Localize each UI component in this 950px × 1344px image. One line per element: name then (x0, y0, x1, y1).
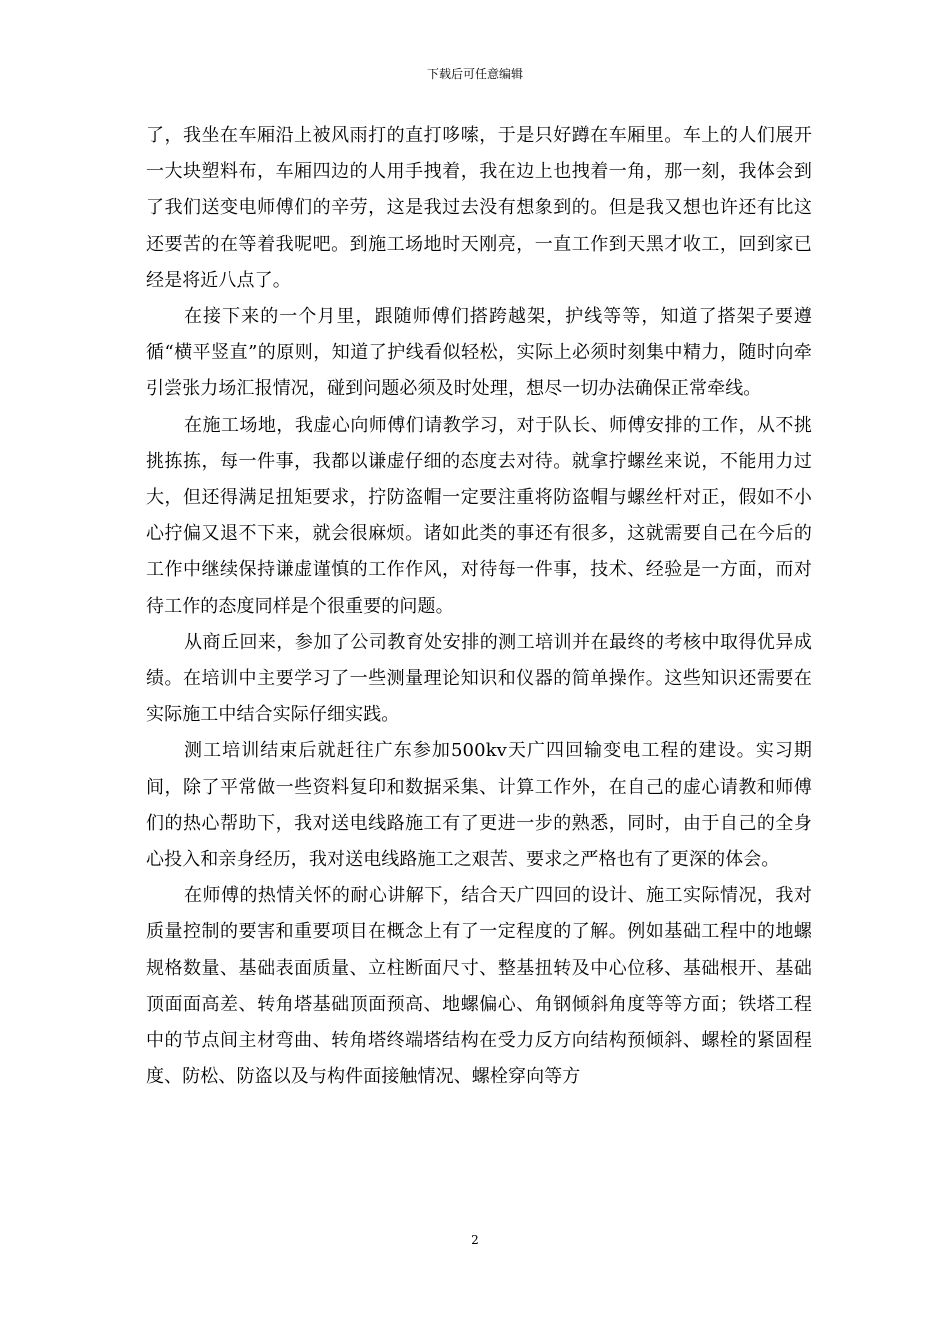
paragraph-5: 测工培训结束后就赶往广东参加500kv天广四回输变电工程的建设。实习期间，除了平常做一些资料复印和数据采集、计算工作外，在自己的虚心请教和师傅们的热心帮助下，我对送电线路施工有了更进一步的熟悉，同时，由于自己的全身心投入和亲身经历，我对送电线路施工之艰苦、要求之严格也有了更深的体会。 (146, 740, 812, 871)
paragraph-3: 在施工场地，我虚心向师傅们请教学习，对于队长、师傅安排的工作，从不挑挑拣拣，每一件事，我都以谦虚仔细的态度去对待。就拿拧螺丝来说，不能用力过大，但还得满足扭矩要求，拧防盗帽一定要注重将防盗帽与螺丝杆对正，假如不小心拧偏又退不下来，就会很麻烦。诸如此类的事还有很多，这就需要自己在今后的工作中继续保持谦虚谨慎的工作作风，对待每一件事，技术、经验是一方面，而对待工作的态度同样是个很重要的问题。 (146, 414, 812, 617)
paragraph-2: 在接下来的一个月里，跟随师傅们搭跨越架，护线等等，知道了搭架子要遵循“横平竖直”的原则，知道了护线看似轻松，实际上必须时刻集中精力，随时向牵引尝张力场汇报情况，碰到问题必须及时处理，想尽一切办法确保正常牵线。 (146, 306, 812, 400)
page-header: 下载后可任意编辑 (426, 67, 523, 81)
paragraph-1: 了，我坐在车厢沿上被风雨打的直打哆嗦，于是只好蹲在车厢里。车上的人们展开一大块塑料布，车厢四边的人用手拽着，我在边上也拽着一角，那一刻，我体会到了我们送变电师傅们的辛劳，这是我过去没有想象到的。但是我又想也许还有比这还要苦的在等着我呢吧。到施工场地时天刚亮，一直工作到天黑才收工，回到家已经是将近八点了。 (146, 125, 812, 291)
page-number: 2 (471, 1233, 479, 1247)
document-body (146, 118, 812, 1095)
paragraph-4: 从商丘回来，参加了公司教育处安排的测工培训并在最终的考核中取得优异成绩。在培训中主要学习了一些测量理论知识和仪器的简单操作。这些知识还需要在实际施工中结合实际仔细实践。 (146, 631, 812, 726)
paragraph-6: 在师傅的热情关怀的耐心讲解下，结合天广四回的设计、施工实际情况，我对质量控制的要害和重要项目在概念上有了一定程度的了解。例如基础工程中的地螺规格数量、基础表面质量、立柱断面尺寸、整基扭转及中心位移、基础根开、基础顶面面高差、转角塔基础顶面预高、地螺偏心、角钢倾斜角度等等方面；铁塔工程中的节点间主材弯曲、转角塔终端塔结构在受力反方向结构预倾斜、螺栓的紧固程度、防松、防盗以及与构件面接触情况、螺栓穿向等方 (146, 885, 812, 1088)
